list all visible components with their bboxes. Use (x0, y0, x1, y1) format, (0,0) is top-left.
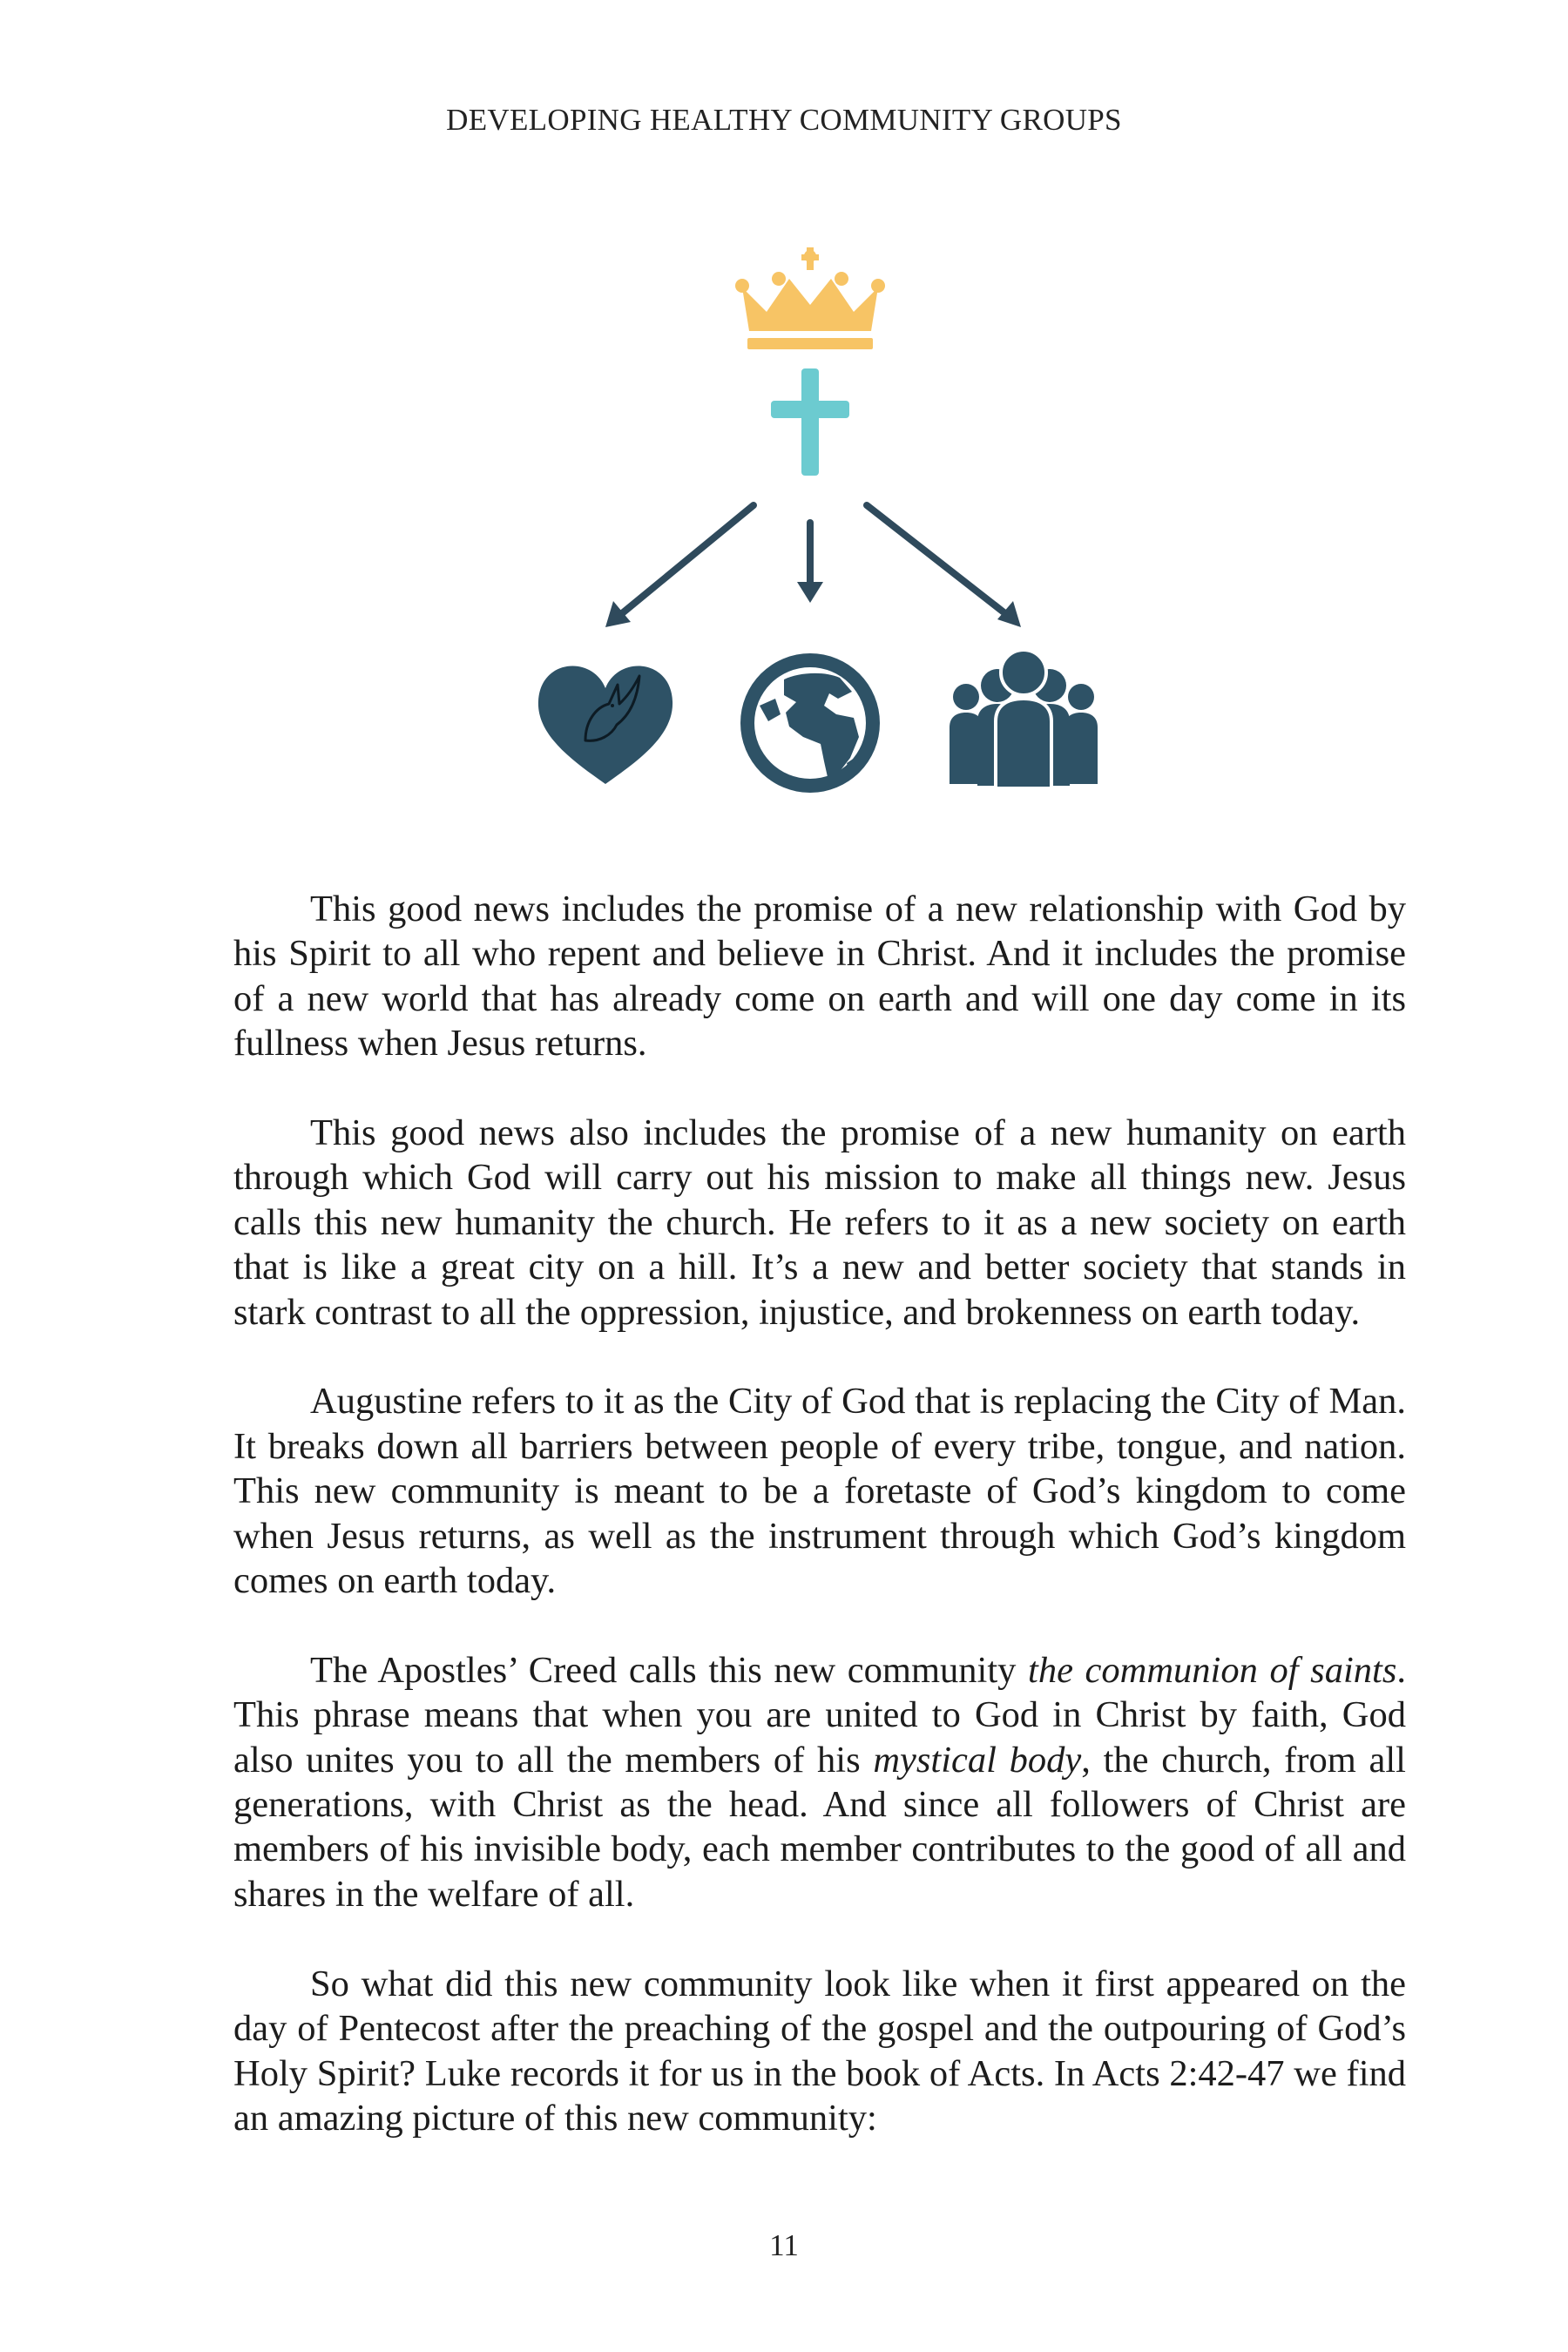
paragraph: This good news includes the promise of a new relationship with God by his Spirit to all who repent and believe in Christ. And it includes the promise of a new world that has already come on earth and will one day come in its fullness when Jesus returns. (233, 889, 1406, 1064)
body-text (233, 887, 1406, 2140)
arrow-down-left-icon (605, 505, 754, 627)
paragraph: This good news also includes the promise of a new humanity on earth through which God will carry out his mission to make all things new. Jesus calls this new humanity the church. He refers to it as a new society on earth that is like a great city on a hill. It’s a new and better society that stands in stark contrast to all the oppression, injustice, and brokenness on earth today. (233, 1112, 1406, 1333)
page-number: 11 (769, 2228, 799, 2262)
globe-icon (740, 653, 880, 793)
paragraph: So what did this new community look like when it first appeared on the day of Pentecost after the preaching of the gospel and the outpouring of God’s Holy Spirit? Luke records it for us in the book of Acts. In Acts 2:42-47 we find an amazing picture of this new community: (233, 1963, 1406, 2139)
people-group-icon (950, 650, 1098, 788)
gospel-diagram (523, 244, 1132, 819)
crown-icon (735, 247, 885, 349)
arrow-down-right-icon (867, 505, 1021, 627)
paragraph: Augustine refers to it as the City of God that is replacing the City of Man. It breaks down all barriers between people of every tribe, tongue, and nation. This new community is meant to be a foretaste of God’s kingdom to come when Jesus returns, as well as the instrument through which God’s kingdom comes on earth today. (233, 1381, 1406, 1602)
arrow-down-icon (797, 523, 823, 603)
running-header: DEVELOPING HEALTHY COMMUNITY GROUPS (446, 103, 1122, 137)
heart-dove-icon (538, 666, 672, 784)
cross-icon (771, 368, 849, 476)
italic-phrase: mystical body (873, 1739, 1082, 1781)
italic-phrase: the communion of saints (1028, 1649, 1397, 1691)
paragraph: The Apostles’ Creed calls this new community the communion of saints. This phrase means that when you are united to God in Christ by faith, God also unites you to all the members of his mystical body, the church, from all generations, with Christ as the head. And since all followers of Christ are members of his invisible body, each member contributes to the good of all and shares in the welfare of all. (233, 1649, 1406, 1915)
